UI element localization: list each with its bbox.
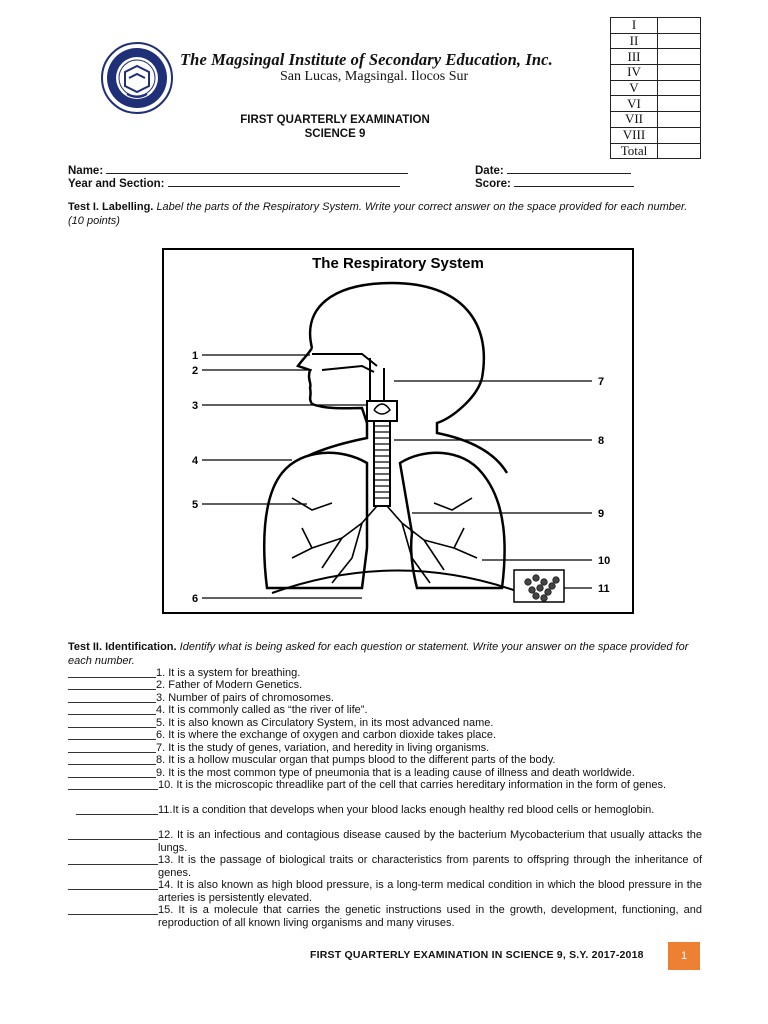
name-field[interactable] bbox=[68, 163, 408, 177]
answer-blank[interactable] bbox=[68, 677, 156, 678]
score-row-label: V bbox=[611, 80, 658, 96]
answer-blank[interactable] bbox=[68, 789, 158, 790]
score-row bbox=[611, 112, 701, 128]
answer-blank[interactable] bbox=[68, 739, 156, 740]
diagram-label-1: 1 bbox=[192, 350, 199, 362]
diagram-label-6: 6 bbox=[192, 593, 199, 605]
answer-blank[interactable] bbox=[68, 752, 156, 753]
page-number: 1 bbox=[668, 942, 700, 970]
diagram-label-10: 10 bbox=[598, 555, 611, 567]
question-text: 2. Father of Modern Genetics. bbox=[156, 679, 303, 691]
score-row-value[interactable] bbox=[658, 112, 701, 128]
score-row bbox=[611, 80, 701, 96]
question-text: 4. It is commonly called as “the river of life”. bbox=[156, 704, 368, 716]
footer-text: FIRST QUARTERLY EXAMINATION IN SCIENCE 9, S.Y. 2017-2018 bbox=[310, 949, 644, 961]
answer-blank[interactable] bbox=[68, 889, 158, 890]
diagram-label-2: 2 bbox=[192, 365, 199, 377]
date-label: Date: bbox=[475, 165, 504, 177]
test1-header bbox=[68, 201, 702, 228]
score-row bbox=[611, 18, 701, 34]
score-row bbox=[611, 33, 701, 49]
answer-blank[interactable] bbox=[68, 914, 158, 915]
score-row-label: III bbox=[611, 49, 658, 65]
question-text: 7. It is the study of genes, variation, and heredity in living organisms. bbox=[156, 742, 490, 754]
test2-title: Test II. Identification. bbox=[68, 641, 177, 653]
score-row-label: VIII bbox=[611, 127, 658, 143]
name-label: Name: bbox=[68, 165, 104, 177]
school-logo-icon bbox=[101, 42, 173, 114]
score-row bbox=[611, 143, 701, 159]
school-address: San Lucas, Magsingal. Ilocos Sur bbox=[280, 69, 469, 84]
question-text: 15. It is a molecule that carries the genetic instructions used in the growth, development, functioning, and reproduction of all known living organisms and many viruses. bbox=[158, 904, 702, 929]
answer-blank[interactable] bbox=[68, 714, 156, 715]
score-row bbox=[611, 96, 701, 112]
score-table bbox=[610, 17, 701, 159]
score-label: Score: bbox=[475, 178, 511, 190]
score-row-value[interactable] bbox=[658, 80, 701, 96]
answer-blank[interactable] bbox=[68, 839, 158, 840]
diagram-label-9: 9 bbox=[598, 508, 605, 520]
answer-blank[interactable] bbox=[68, 702, 156, 703]
question-text: 6. It is where the exchange of oxygen and carbon dioxide takes place. bbox=[156, 729, 496, 741]
year-section-field[interactable] bbox=[68, 176, 400, 190]
year-section-label: Year and Section: bbox=[68, 178, 165, 190]
answer-blank[interactable] bbox=[68, 864, 158, 865]
question-text: 3. Number of pairs of chromosomes. bbox=[156, 692, 334, 704]
score-row-value[interactable] bbox=[658, 49, 701, 65]
score-row bbox=[611, 65, 701, 81]
question-text: 9. It is the most common type of pneumonia that is a leading cause of illness and death worldwide. bbox=[156, 767, 635, 779]
school-name: The Magsingal Institute of Secondary Education, Inc. bbox=[180, 50, 553, 69]
question-text: 12. It is an infectious and contagious disease caused by the bacterium Mycobacterium that usually attacks the lungs. bbox=[158, 829, 702, 854]
diagram-label-8: 8 bbox=[598, 435, 605, 447]
score-row-value[interactable] bbox=[658, 96, 701, 112]
answer-blank[interactable] bbox=[68, 764, 156, 765]
diagram-title: The Respiratory System bbox=[312, 255, 484, 272]
diagram-label-3: 3 bbox=[192, 400, 199, 412]
answer-blank[interactable] bbox=[68, 689, 156, 690]
diagram-label-4: 4 bbox=[192, 455, 199, 467]
diagram-label-7: 7 bbox=[598, 376, 605, 388]
score-row-value[interactable] bbox=[658, 33, 701, 49]
question-text: 13. It is the passage of biological traits or characteristics from parents to offspring through the inheritance of genes. bbox=[158, 854, 702, 879]
test1-title: Test I. Labelling. bbox=[68, 201, 154, 213]
exam-subject: SCIENCE 9 bbox=[304, 128, 366, 140]
score-row-label: I bbox=[611, 18, 658, 34]
question-text: 14. It is also known as high blood pressure, is a long-term medical condition in which the blood pressure in the arteries is persistently elevated. bbox=[158, 879, 702, 904]
test2-instructions: Identify what is being asked for each question or statement. Write your answer on the space provided for each number. bbox=[68, 641, 689, 667]
score-row bbox=[611, 49, 701, 65]
question-text: 1. It is a system for breathing. bbox=[156, 667, 301, 679]
diagram-label-5: 5 bbox=[192, 499, 199, 511]
score-row-value[interactable] bbox=[658, 65, 701, 81]
test1-instructions: Label the parts of the Respiratory System. Write your correct answer on the space provided for each number. (10 points) bbox=[68, 201, 688, 227]
test2-header bbox=[68, 641, 702, 668]
question-text: 8. It is a hollow muscular organ that pumps blood to the different parts of the body. bbox=[156, 754, 556, 766]
diagram-label-11: 11 bbox=[598, 583, 610, 595]
score-row-label: II bbox=[611, 33, 658, 49]
question-text: 5. It is also known as Circulatory System, in its most advanced name. bbox=[156, 717, 494, 729]
question-text: 11.It is a condition that develops when your blood lacks enough healthy red blood cells or hemoglobin. bbox=[158, 804, 655, 816]
respiratory-system-diagram bbox=[162, 248, 634, 614]
score-row-value[interactable] bbox=[658, 143, 701, 159]
score-row-label: IV bbox=[611, 65, 658, 81]
answer-blank[interactable] bbox=[68, 727, 156, 728]
answer-blank[interactable] bbox=[76, 814, 158, 815]
exam-title: FIRST QUARTERLY EXAMINATION bbox=[240, 114, 430, 126]
score-row-value[interactable] bbox=[658, 127, 701, 143]
score-row-label: Total bbox=[611, 143, 658, 159]
answer-blank[interactable] bbox=[68, 777, 156, 778]
question-text: 10. It is the microscopic threadlike part of the cell that carries hereditary information in the form of genes. bbox=[158, 779, 667, 791]
score-row-value[interactable] bbox=[658, 18, 701, 34]
score-row-label: VII bbox=[611, 112, 658, 128]
date-field[interactable] bbox=[475, 163, 631, 177]
score-row bbox=[611, 127, 701, 143]
score-row-label: VI bbox=[611, 96, 658, 112]
score-field[interactable] bbox=[475, 176, 634, 190]
